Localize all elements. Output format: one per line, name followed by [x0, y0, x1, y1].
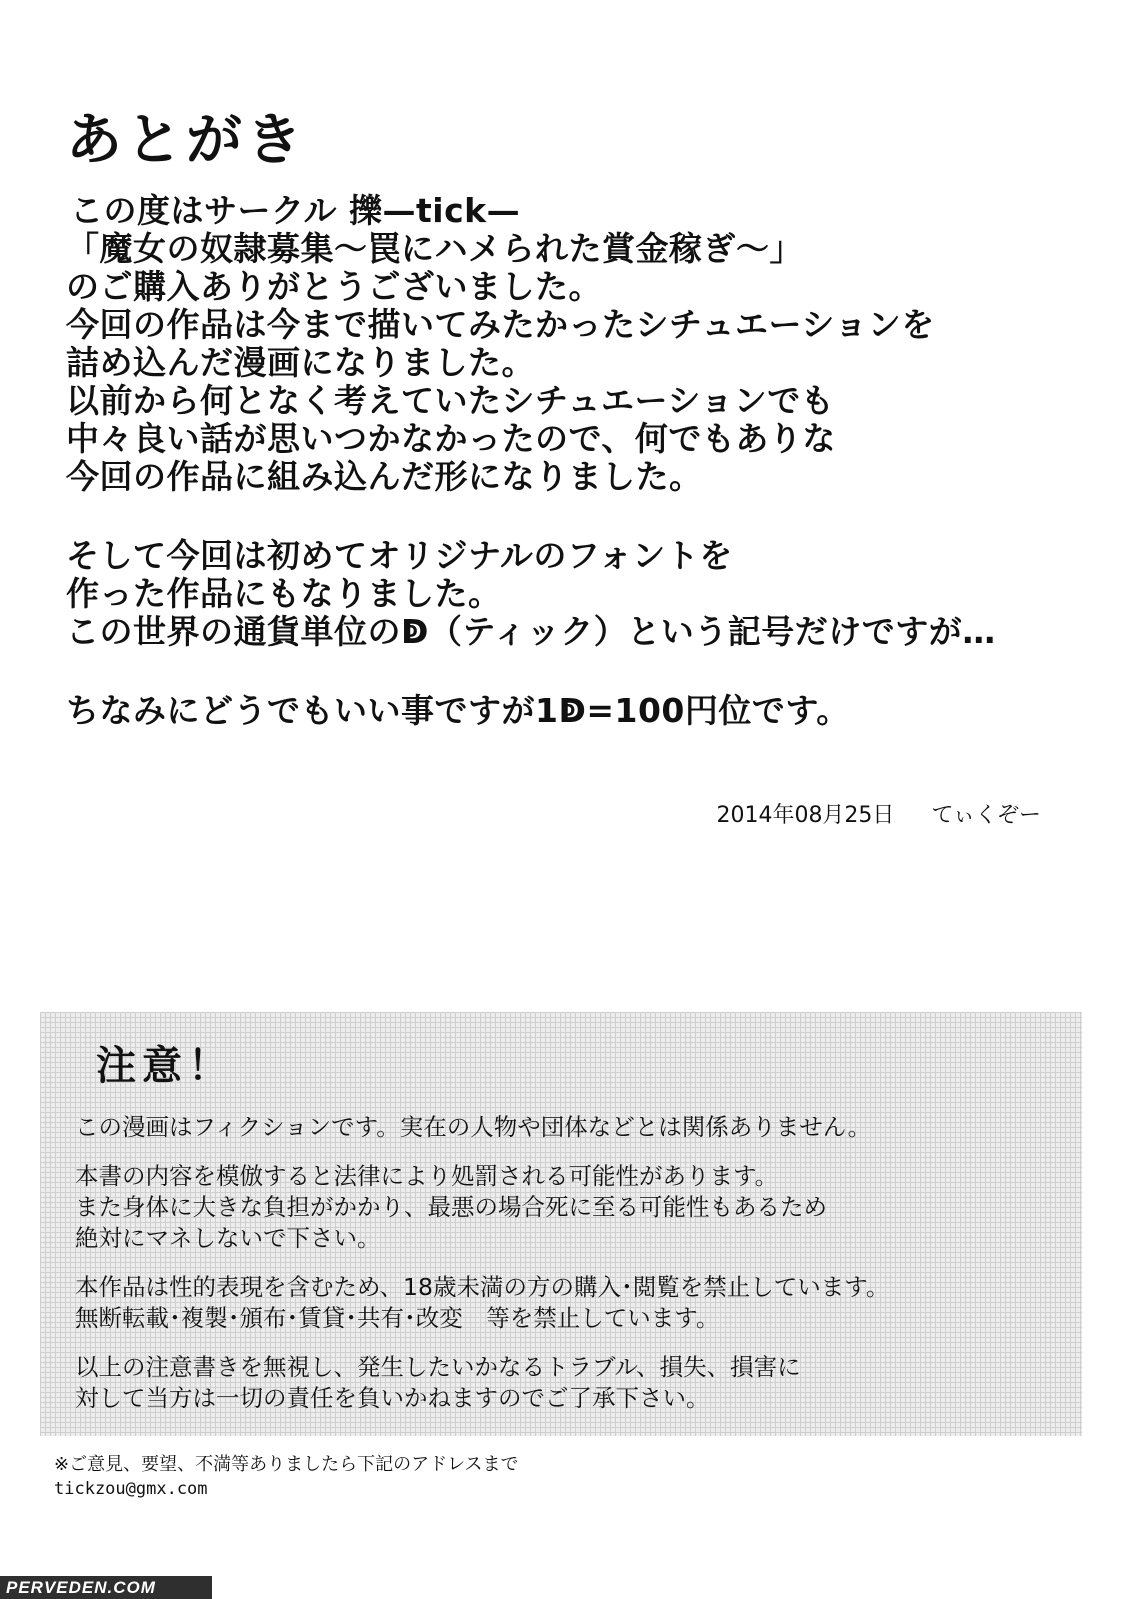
- site-watermark: PERVEDEN.COM: [0, 1576, 212, 1599]
- notice-line: 無断転載･複製･頒布･賃貸･共有･改変 等を禁止しています。: [75, 1304, 720, 1332]
- afterword-line: 中々良い話が思いつかなかったので、何でもありな: [66, 419, 836, 458]
- afterword-line: 以前から何となく考えていたシチュエーションでも: [66, 381, 835, 420]
- notice-line: この漫画はフィクションです。実在の人物や団体などとは関係ありません。: [75, 1113, 872, 1141]
- afterword-line: 今回の作品に組み込んだ形になりました。: [66, 457, 703, 496]
- afterword-line: のご購入ありがとうございました。: [66, 267, 602, 306]
- paragraph-gap: [66, 496, 1106, 537]
- afterword-line: 詰め込んだ漫画になりました。: [66, 343, 535, 382]
- afterword-body: [66, 192, 1106, 730]
- afterword-line: 「魔女の奴隷募集～罠にハメられた賞金稼ぎ～」: [66, 229, 803, 268]
- afterword-line: この度はサークル 擽—tick—: [70, 191, 521, 230]
- afterword-title: あとがき: [66, 107, 306, 173]
- notice-line: 絶対にマネしないで下さい。: [75, 1224, 381, 1252]
- paragraph-gap: [75, 1334, 1065, 1352]
- afterword-line: 作った作品にもなりました。: [66, 574, 502, 613]
- notice-title: 注意！: [96, 1043, 234, 1089]
- notice-body: [75, 1112, 1065, 1414]
- notice-line: 本作品は性的表現を含むため、18歳未満の方の購入･閲覧を禁止しています。: [75, 1273, 890, 1301]
- afterword-date: 2014年08月25日: [716, 803, 895, 828]
- afterword-line: 今回の作品は今まで描いてみたかったシチュエーションを: [66, 305, 935, 344]
- paragraph-gap: [66, 651, 1106, 692]
- paragraph-gap: [75, 1254, 1065, 1272]
- notice-line: 対して当方は一切の責任を負いかねますのでご了承下さい。: [75, 1384, 710, 1412]
- afterword-signature: [716, 798, 1041, 829]
- contact-info: [54, 1452, 519, 1502]
- contact-email: tickzou@gmx.com: [54, 1479, 208, 1499]
- contact-text: ※ご意見、要望、不満等ありましたら下記のアドレスまで: [54, 1454, 519, 1475]
- notice-box: [40, 1012, 1082, 1436]
- afterword-line: ちなみにどうでもいい事ですが1ↁ=100円位です。: [66, 691, 850, 730]
- paragraph-gap: [75, 1143, 1065, 1161]
- afterword-line: そして今回は初めてオリジナルのフォントを: [66, 536, 733, 575]
- notice-line: 本書の内容を模倣すると法律により処罰される可能性があります。: [75, 1162, 779, 1190]
- afterword-author: てぃくぞー: [931, 803, 1041, 828]
- notice-line: 以上の注意書きを無視し、発生したいかなるトラブル、損失、損害に: [75, 1353, 801, 1381]
- afterword-line: この世界の通貨単位のↁ（ティック）という記号だけですが…: [66, 612, 996, 651]
- notice-line: また身体に大きな負担がかかり、最悪の場合死に至る可能性もあるため: [75, 1193, 827, 1221]
